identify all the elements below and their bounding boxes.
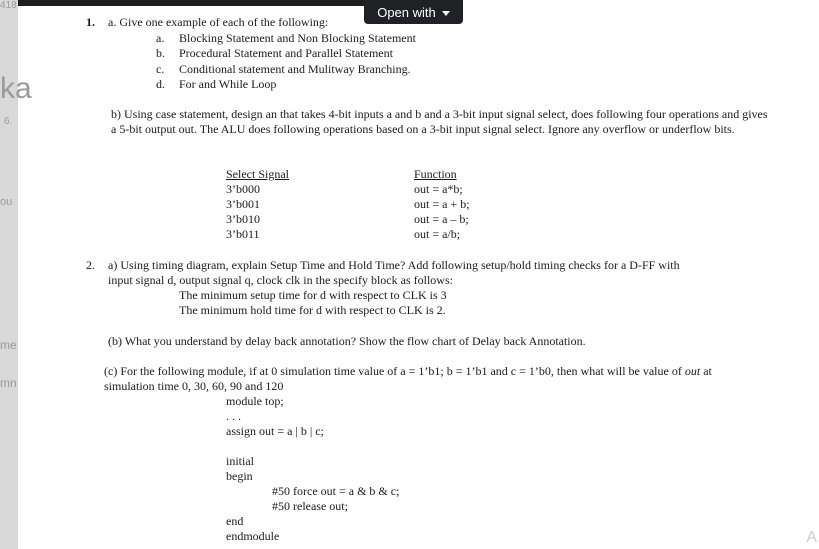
- corner-glyph: A: [806, 529, 817, 546]
- open-with-label: Open with: [377, 4, 436, 20]
- question-1-number: 1.: [86, 15, 95, 29]
- code-line: . . .: [226, 409, 241, 423]
- list-item-text: Blocking Statement and Non Blocking Statement: [179, 31, 416, 45]
- code-line: assign out = a | b | c;: [226, 424, 324, 438]
- open-with-button[interactable]: [364, 0, 463, 24]
- strip-fragment: me: [0, 338, 17, 352]
- strip-fragment: 418: [0, 0, 17, 11]
- code-line: begin: [226, 469, 253, 483]
- list-item-text: Conditional statement and Mulitway Branching.: [179, 62, 411, 76]
- question-2-number: 2.: [86, 258, 95, 272]
- strip-fragment: ka: [0, 72, 32, 105]
- dropdown-caret-icon: [442, 11, 450, 16]
- viewer-top-bar: [18, 0, 364, 6]
- question-2b-text: (b) What you understand by delay back annotation? Show the flow chart of Delay back Annotation.: [108, 334, 586, 348]
- question-2a-line: input signal d, output signal q, clock clk in the specify block as follows:: [108, 273, 453, 287]
- list-item-marker: d.: [156, 77, 165, 91]
- question-1b-text: b) Using case statement, design an that takes 4-bit inputs a and b and a 3-bit input signal select, does following four operations and gives a 5-bit output out. The ALU does following operations based on a 3-bit input signal select. Ignore any overflow or underflow bits.: [111, 107, 768, 136]
- question-2c-text: at: [703, 364, 712, 378]
- table-cell-select: 3’b011: [226, 227, 260, 241]
- code-line: initial: [226, 454, 254, 468]
- strip-fragment: mn: [0, 376, 17, 390]
- question-2a-line: The minimum hold time for d with respect to CLK is 2.: [179, 303, 446, 317]
- list-item-marker: c.: [156, 62, 165, 76]
- question-2c-line: [104, 364, 712, 379]
- list-item-text: Procedural Statement and Parallel Statement: [179, 46, 393, 60]
- table-cell-function: out = a + b;: [414, 197, 470, 211]
- strip-fragment: ou: [0, 196, 13, 208]
- list-item-marker: b.: [156, 46, 165, 60]
- table-header-function: Function: [414, 167, 457, 181]
- table-cell-select: 3’b010: [226, 212, 260, 226]
- list-item-text: For and While Loop: [179, 77, 277, 91]
- question-2a-line: The minimum setup time for d with respect to CLK is 3: [179, 288, 447, 302]
- strip-fragment: 6.: [4, 116, 13, 127]
- question-2c-text: (c) For the following module, if at 0 simulation time value of a = 1’b1; b = 1’b1 and c = 1’b0, then what will be value of: [104, 364, 682, 378]
- table-cell-function: out = a*b;: [414, 182, 463, 196]
- question-2a-line: a) Using timing diagram, explain Setup Time and Hold Time? Add following setup/hold timing checks for a D-FF with: [108, 258, 680, 272]
- code-line: endmodule: [226, 529, 280, 543]
- table-header-select: Select Signal: [226, 167, 289, 181]
- code-line: module top;: [226, 394, 284, 408]
- table-cell-function: out = a/b;: [414, 227, 461, 241]
- table-cell-select: 3’b001: [226, 197, 260, 211]
- code-line: #50 force out = a & b & c;: [272, 484, 400, 498]
- code-line: end: [226, 514, 244, 528]
- question-1a-intro: a. Give one example of each of the following:: [108, 15, 329, 29]
- question-2c-emphasis: out: [684, 364, 701, 378]
- code-line: #50 release out;: [272, 499, 348, 513]
- list-item-marker: a.: [156, 31, 165, 45]
- question-2c-line: simulation time 0, 30, 60, 90 and 120: [104, 379, 284, 393]
- table-cell-function: out = a – b;: [414, 212, 469, 226]
- table-cell-select: 3’b000: [226, 182, 260, 196]
